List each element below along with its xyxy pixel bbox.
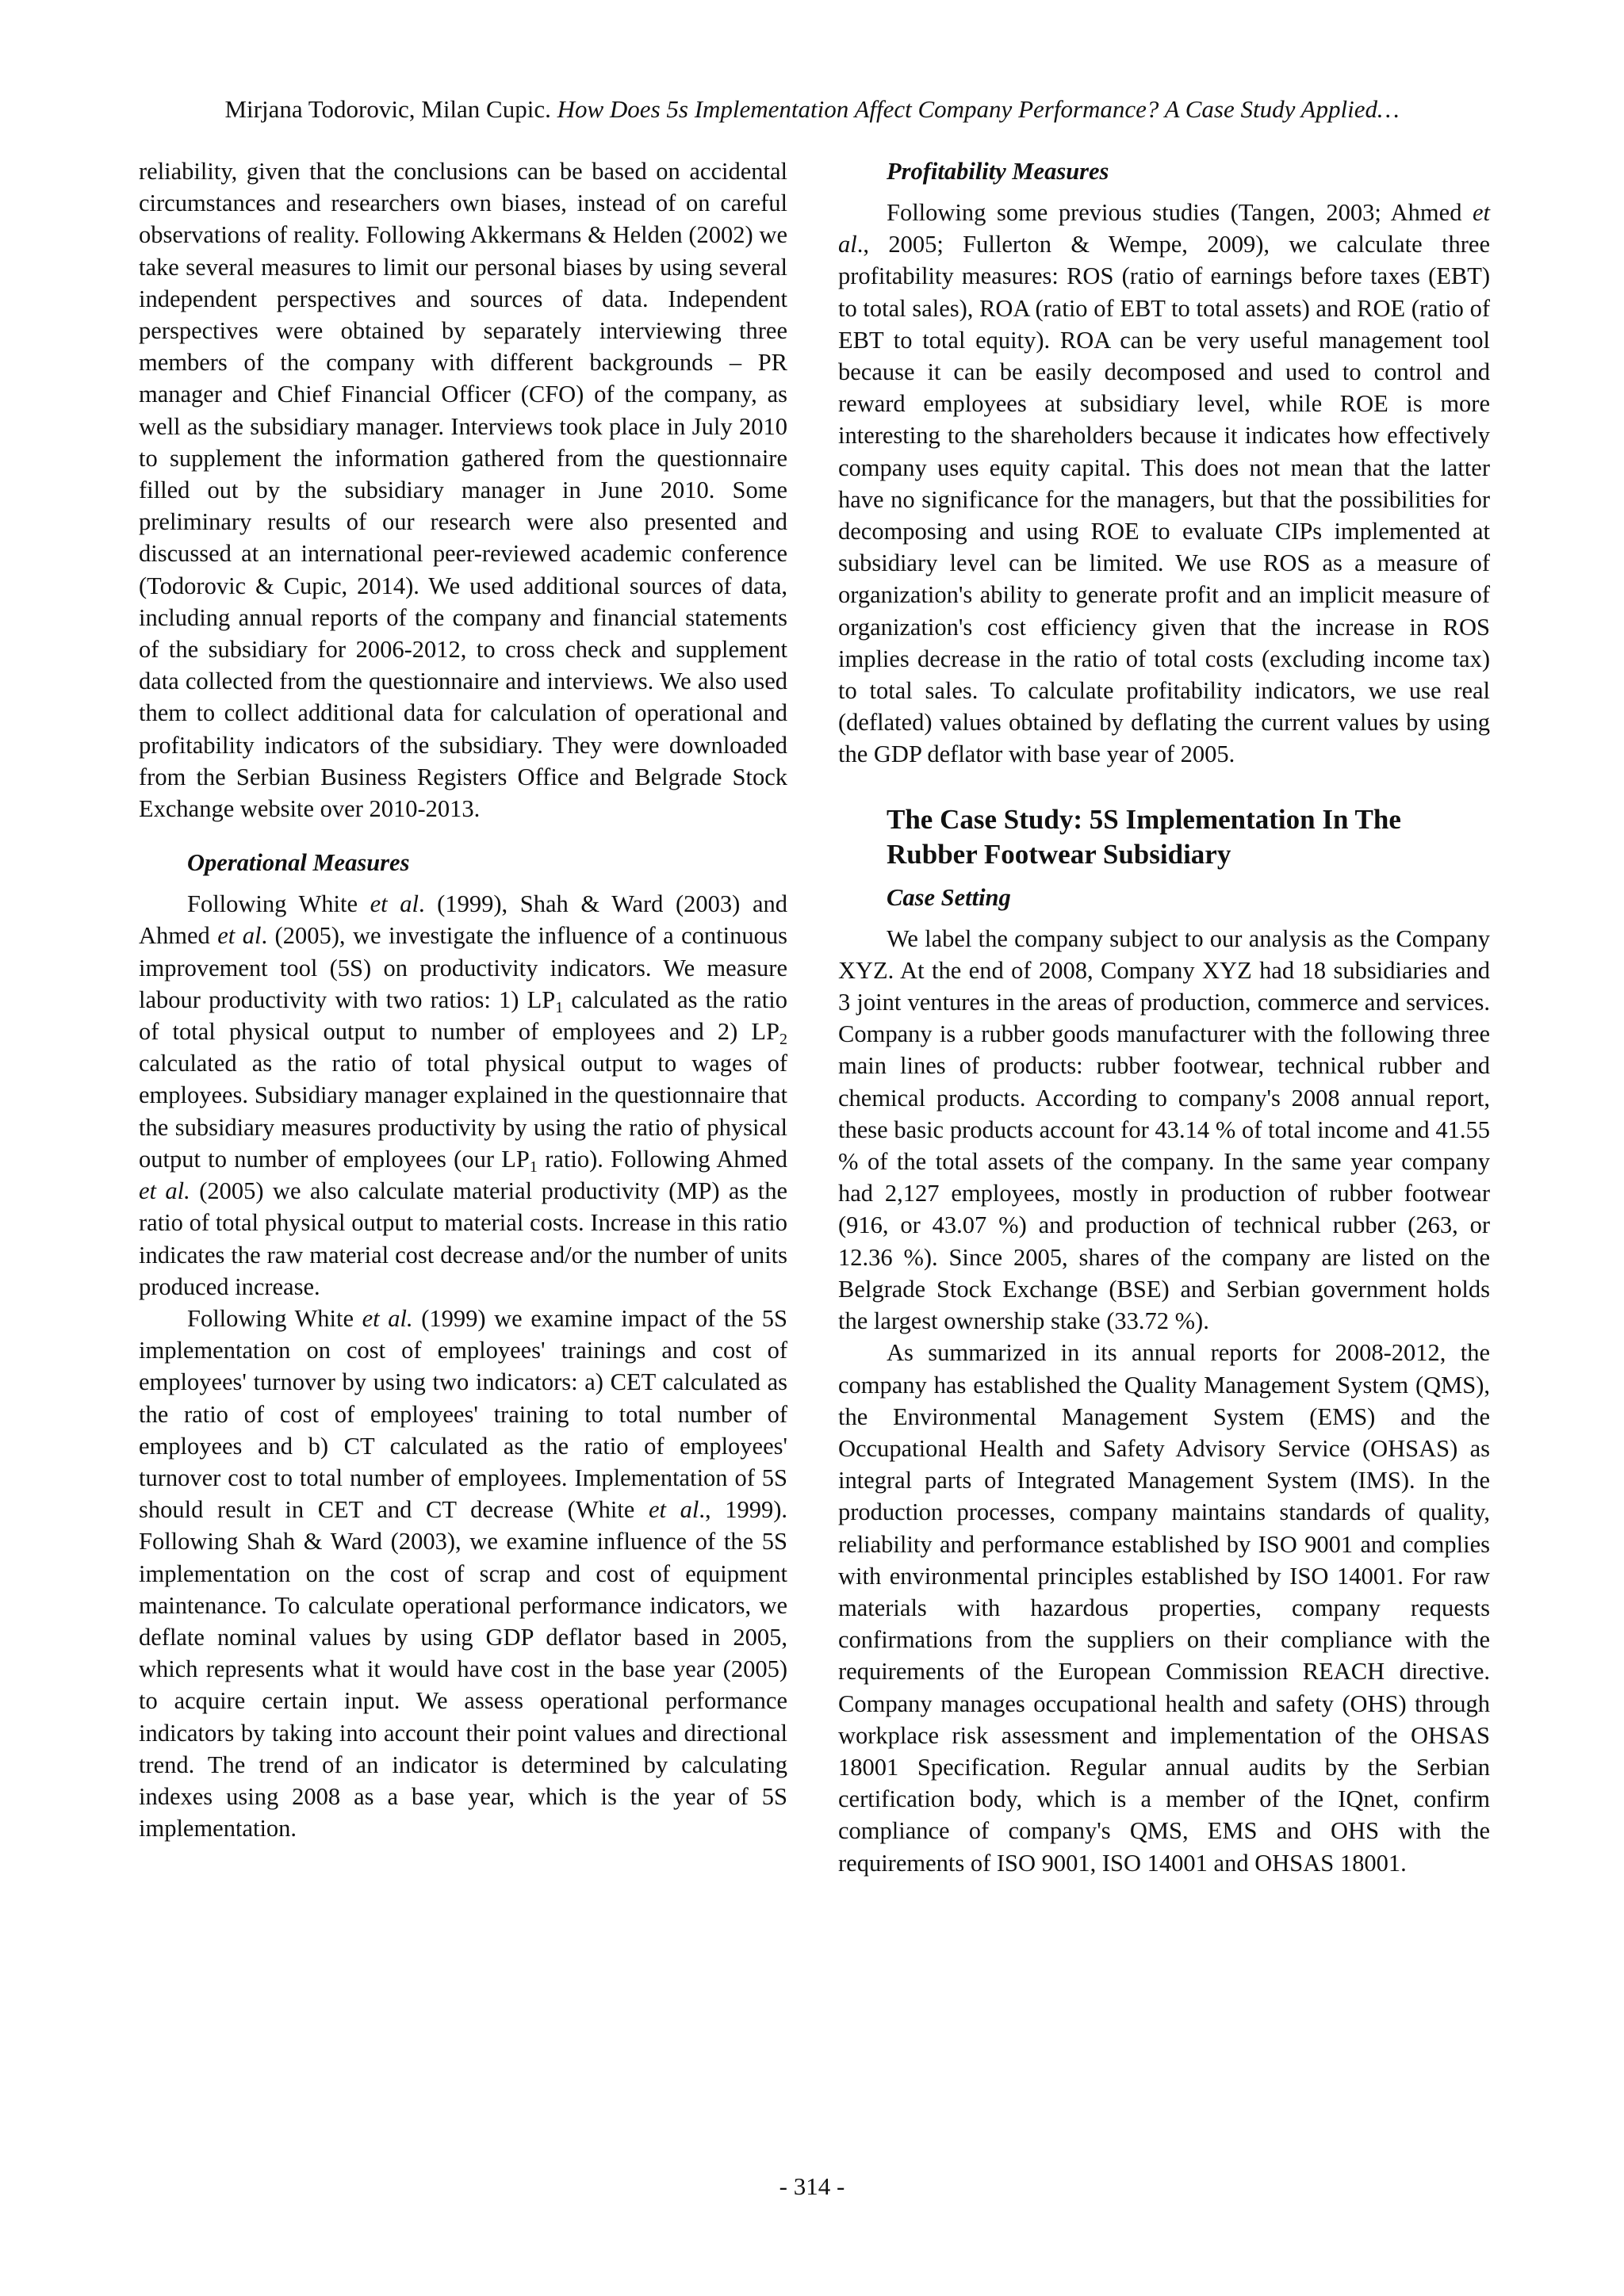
header-authors: Mirjana Todorovic, Milan Cupic. xyxy=(224,95,551,123)
left-paragraph-operational-2: Following White et al. (1999) we examine impact of the 5S implementation on cost of employees' trainings and cost of employees' turnover by using two indicators: a) CET calculated as the ratio of cost of employees' training to total number of employees and b) CT calculated as the ratio of employees' turnover cost to total number of employees. Implementation of 5S should result in CET and CT decrease (White et al., 1999). Following Shah & Ward (2003), we examine influence of the 5S implementation on the cost of scrap and cost of equipment maintenance. To calculate operational performance indicators, we deflate nominal values by using GDP deflator based in 2005, which represents what it would have cost in the base year (2005) to acquire certain input. We assess operational performance indicators by taking into account their point values and directional trend. The trend of an indicator is determined by calculating indexes using 2008 as a base year, which is the year of 5S implementation. xyxy=(139,1304,787,1843)
left-paragraph-operational-1: Following White et al. (1999), Shah & Ward (2003) and Ahmed et al. (2005), we investigate the influence of a continuous improvement tool (5S) on productivity indicators. We measure labour productivity with two ratios: 1) $LP_1$ calculated as the ratio of total physical output to number of employees and 2) $LP_2$ calculated as the ratio of total physical output to wages of employees. Subsidiary manager explained in the questionnaire that the subsidiary measures productivity by using the ratio of physical output to number of employees (our $LP_1$ ratio). Following Ahmed et al. (2005) we also calculate material productivity (MP) as the ratio of total physical output to material costs. Increase in this ratio indicates the raw material cost decrease and/or the number of units produced increase. xyxy=(139,890,787,1300)
left-column xyxy=(139,155,787,1844)
right-paragraph-case-setting-1: We label the company subject to our analysis as the Company XYZ. At the end of 2008, Company XYZ had 18 subsidiaries and 3 joint ventures in the areas of production, commerce and services. Company is a rubber goods manufacturer with the following three main lines of products: rubber footwear, technical rubber and chemical products. According to company's 2008 annual report, these basic products account for 43.14 % of total income and 41.55 % of the total assets of the company. In the same year company had 2,127 employees, mostly in production of rubber footwear (916, or 43.07 %) and production of technical rubber (263, or 12.36 %). Since 2005, shares of the company are listed on the Belgrade Stock Exchange (BSE) and Serbian government holds the largest ownership stake (33.72 %). xyxy=(838,924,1490,1335)
right-paragraph-profitability: Following some previous studies (Tangen, 2003; Ahmed et al., 2005; Fullerton & Wempe, 2009), we calculate three profitability measures: ROS (ratio of earnings before taxes (EBT) to total sales), ROA (ratio of EBT to total assets) and ROE (ratio of EBT to total equity). ROA can be very useful management tool because it can be easily decomposed and used to control and reward employees at subsidiary level, while ROE is more interesting to the shareholders because it indicates how effectively company uses equity capital. This does not mean that the latter have no significance for the managers, but that the possibilities for decomposing and using ROE to evaluate CIPs implemented at subsidiary level can be limited. We use ROS as a measure of organization's ability to generate profit and an implicit measure of organization's cost efficiency given that the increase in ROS implies decrease in the ratio of total costs (excluding income tax) to total sales. To calculate profitability indicators, we use real (deflated) values obtained by deflating the current values by using the GDP deflator with base year of 2005. xyxy=(838,199,1490,768)
profitability-measures-heading: Profitability Measures xyxy=(887,158,1109,185)
header-paper-title: How Does 5s Implementation Affect Company Performance? A Case Study Applied… xyxy=(557,95,1400,123)
running-header xyxy=(0,94,1624,125)
case-study-section-heading: The Case Study: 5S Implementation In The Rubber Footwear Subsidiary xyxy=(887,803,1401,870)
case-setting-heading: Case Setting xyxy=(887,883,1011,911)
right-column xyxy=(838,155,1490,1879)
left-paragraph-continuation: reliability, given that the conclusions can be based on accidental circumstances and researchers own biases, instead of on careful observations of reality. Following Akkermans & Helden (2002) we take several measures to limit our personal biases by using several independent perspectives and sources of data. Independent perspectives were obtained by separately interviewing three members of the company with different backgrounds – PR manager and Chief Financial Officer (CFO) of the company, as well as the subsidiary manager. Interviews took place in July 2010 to supplement the information gathered from the questionnaire filled out by the subsidiary manager in June 2010. Some preliminary results of our research were also presented and discussed at an international peer-reviewed academic conference (Todorovic & Cupic, 2014). We used additional sources of data, including annual reports of the company and financial statements of the subsidiary for 2006-2012, to cross check and supplement data collected from the questionnaire and interviews. We also used them to collect additional data for calculation of operational and profitability indicators of the subsidiary. They were downloaded from the Serbian Business Registers Office and Belgrade Stock Exchange website over 2010-2013. xyxy=(139,158,787,823)
right-paragraph-case-setting-2: As summarized in its annual reports for 2008-2012, the company has established the Quality Management System (QMS), the Environmental Management System (EMS) and the Occupational Health and Safety Advisory Service (OHSAS) as integral parts of Integrated Management System (IMS). In the production processes, company maintains standards of quality, reliability and performance established by ISO 9001 and complies with environmental principles established by ISO 14001. For raw materials with hazardous properties, company requests confirmations from the suppliers on their compliance with the requirements of the European Commission REACH directive. Company manages occupational health and safety (OHS) through workplace risk assessment and implementation of the OHSAS 18001 Specification. Regular annual audits by the Serbian certification body, which is a member of the IQnet, confirm compliance of company's QMS, EMS and OHS with the requirements of ISO 9001, ISO 14001 and OHSAS 18001. xyxy=(838,1339,1490,1877)
page-number: - 314 - xyxy=(779,2172,845,2200)
operational-measures-heading: Operational Measures xyxy=(187,849,410,877)
